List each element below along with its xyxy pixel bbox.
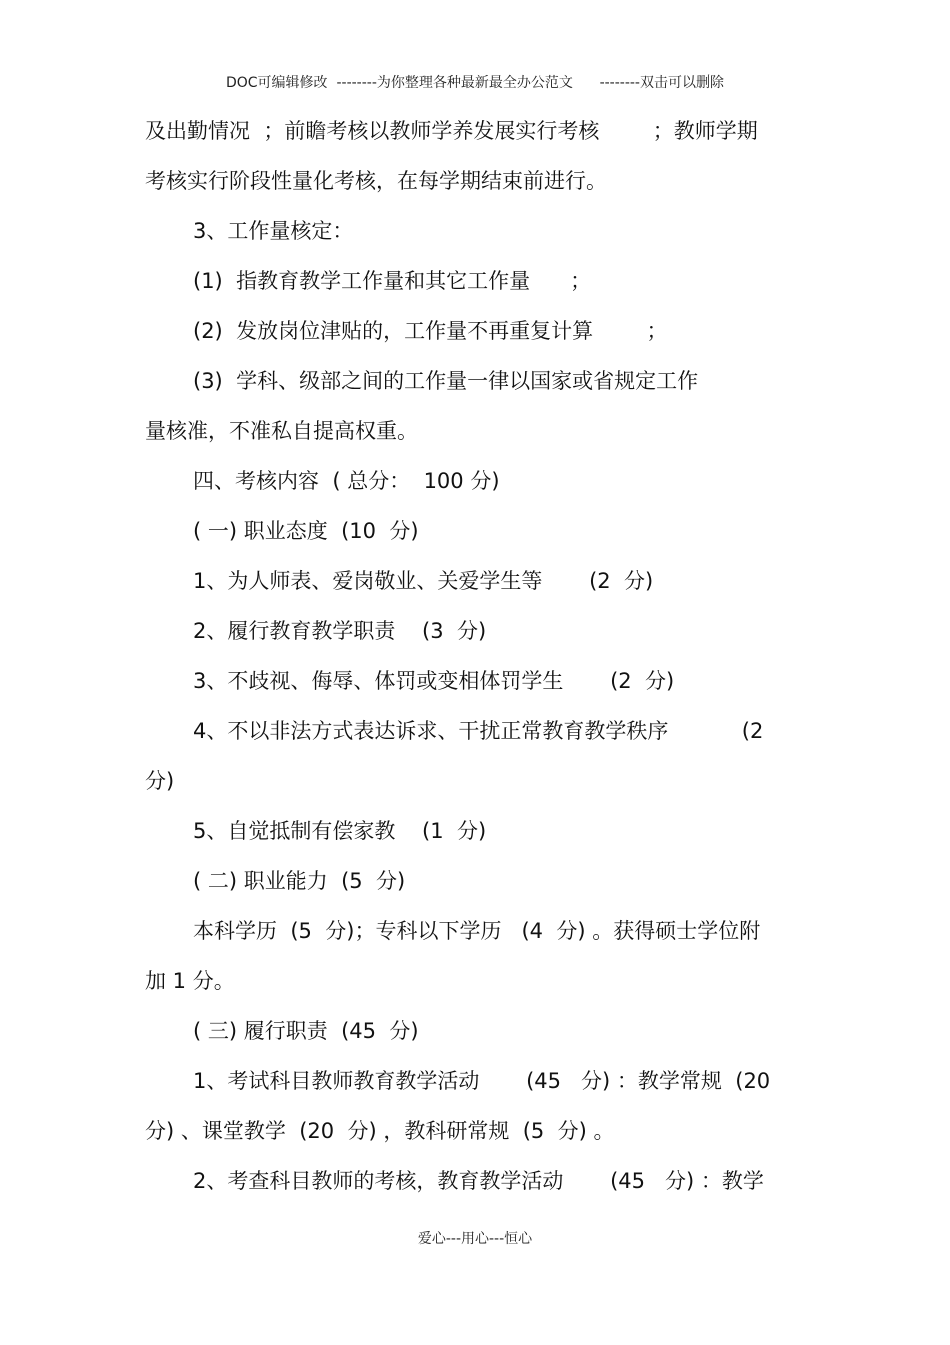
text-line: 5、自觉抵制有偿家教 (1 分) bbox=[193, 819, 487, 843]
section-heading: 四、考核内容 ( 总分： 100 分) bbox=[193, 469, 500, 493]
text-line: 及出勤情况 ；前瞻考核以教师学养发展实行考核 ；教师学期 bbox=[145, 119, 758, 143]
text-line: 3、工作量核定： bbox=[193, 219, 354, 243]
text-line: 考核实行阶段性量化考核，在每学期结束前进行。 bbox=[145, 169, 607, 193]
page-footer: 爱心---用心---恒心 bbox=[417, 1231, 533, 1247]
subsection-heading: ( 三) 履行职责 (45 分) bbox=[193, 1019, 419, 1043]
text-line: (1) 指教育教学工作量和其它工作量 ； bbox=[193, 269, 592, 293]
text-line: 量核准，不准私自提高权重。 bbox=[145, 419, 418, 443]
text-line: (2) 发放岗位津贴的，工作量不再重复计算 ； bbox=[193, 319, 668, 343]
text-line: 3、不歧视、侮辱、体罚或变相体罚学生 (2 分) bbox=[193, 669, 675, 693]
text-line: 2、履行教育教学职责 (3 分) bbox=[193, 619, 487, 643]
subsection-heading: ( 二) 职业能力 (5 分) bbox=[193, 869, 406, 893]
text-line: 本科学历 (5 分)；专科以下学历 (4 分) 。获得硕士学位附 bbox=[193, 919, 761, 943]
text-line: 2、考查科目教师的考核，教育教学活动 (45 分) ：教学 bbox=[193, 1169, 764, 1193]
text-line: 1、为人师表、爱岗敬业、关爱学生等 (2 分) bbox=[193, 569, 654, 593]
text-line: 分) 、课堂教学 (20 分) ，教科研常规 (5 分) 。 bbox=[145, 1119, 615, 1143]
page-header: DOC可编辑修改 --------为你整理各种最新最全办公范文 --------双击可以删除 bbox=[225, 75, 724, 91]
text-line: 1、考试科目教师教育教学活动 (45 分) ：教学常规 (20 bbox=[193, 1069, 771, 1093]
text-line: 加 1 分。 bbox=[145, 969, 235, 993]
text-line: 4、不以非法方式表达诉求、干扰正常教育教学秩序 (2 bbox=[193, 719, 764, 743]
text-line: (3) 学科、级部之间的工作量一律以国家或省规定工作 bbox=[193, 369, 699, 393]
text-line: 分) bbox=[145, 769, 175, 793]
subsection-heading: ( 一) 职业态度 (10 分) bbox=[193, 519, 419, 543]
